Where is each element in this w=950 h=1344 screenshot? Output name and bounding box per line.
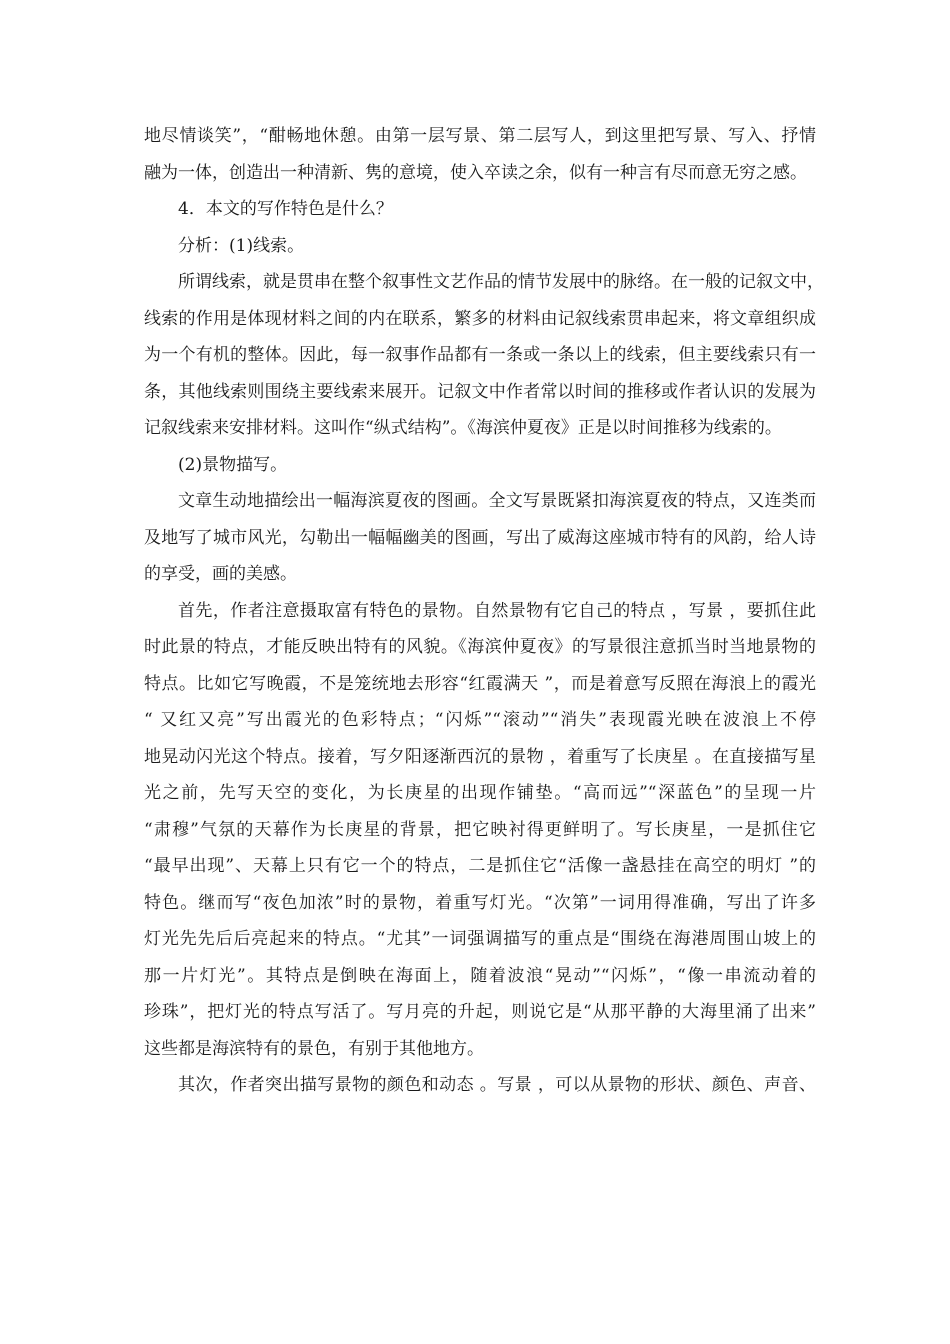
text-line: 记叙线索来安排材料。这叫作“纵式结构”。《海滨仲夏夜》正是以时间推移为线索的。 xyxy=(144,418,782,438)
text-line: 线索的作用是体现材料之间的内在联系，繁多的材料由记叙线索贯串起来，将文章组织成 xyxy=(144,308,816,329)
text-line: “肃穆”气氛的天幕作为长庚星的背景，把它映衬得更鲜明了。写长庚星，一是抓住它 xyxy=(144,819,816,840)
text-line: 时此景的特点，才能反映出特有的风貌。《海滨仲夏夜》的写景很注意抓当时当地景物的 xyxy=(144,637,816,657)
document-body xyxy=(144,118,824,1104)
text-line: 地尽情谈笑”，“酣畅地休憩。由第一层写景、第二层写人，到这里把写景、写入、抒情 xyxy=(144,126,816,146)
text-line: “最早出现”、天幕上只有它一个的特点，二是抓住它“活像一盏悬挂在高空的明灯 ”的 xyxy=(144,856,816,876)
text-line: 珍珠”，把灯光的特点写活了。写月亮的升起，则说它是“从那平静的大海里涌了出来” xyxy=(144,1002,816,1022)
text-line: 特色。继而写“夜色加浓”时的景物，着重写灯光。“次第”一词用得准确，写出了许多 xyxy=(144,892,816,913)
text-line: 其次，作者突出描写景物的颜色和动态 。写景 ，可以从景物的形状、颜色、声音、 xyxy=(178,1075,816,1095)
text-line: 条，其他线索则围绕主要线索来展开。记叙文中作者常以时间的推移或作者认识的发展为 xyxy=(144,381,816,402)
text-line: 灯光先先后后亮起来的特点。“尤其”一词强调描写的重点是“围绕在海港周围山坡上的 xyxy=(144,929,816,949)
text-line: 融为一体，创造出一种清新、隽的意境，使入卒读之余，似有一种言有尽而意无穷之感。 xyxy=(144,162,807,183)
text-line: 特点。比如它写晚霞，不是笼统地去形容“红霞满天 ”，而是着意写反照在海浪上的霞光 xyxy=(144,673,816,694)
text-line: (2)景物描写。 xyxy=(178,454,288,475)
text-line: 地晃动闪光这个特点。接着，写夕阳逐渐西沉的景物 ，着重写了长庚星 。在直接描写星 xyxy=(144,746,816,767)
text-line: 的享受，画的美感。 xyxy=(144,564,297,584)
text-line: 所谓线索，就是贯串在整个叙事性文艺作品的情节发展中的脉络。在一般的记叙文中， xyxy=(178,272,824,292)
text-line: 光之前，先写天空的变化，为长庚星的出现作铺垫。“高而远”“深蓝色”的呈现一片 xyxy=(144,783,816,803)
text-line: 那一片灯光”。其特点是倒映在海面上，随着波浪“晃动”“闪烁”，“像一串流动着的 xyxy=(144,965,816,986)
text-line: 这些都是海滨特有的景色，有别于其他地方。 xyxy=(144,1038,484,1059)
text-line: 分析：(1)线索。 xyxy=(178,235,305,256)
text-line: 及地写了城市风光，勾勒出一幅幅幽美的图画，写出了威海这座城市特有的风韵，给人诗 xyxy=(144,527,816,548)
text-line: 文章生动地描绘出一幅海滨夏夜的图画。全文写景既紧扣海滨夏夜的特点，又连类而 xyxy=(178,491,816,511)
text-line: 为一个有机的整体。因此，每一叙事作品都有一条或一条以上的线索，但主要线索只有一 xyxy=(144,345,816,365)
text-line: “ 又红又亮”写出霞光的色彩特点；“闪烁”“滚动”“消失”表现霞光映在波浪上不停 xyxy=(144,710,816,730)
text-line: 4．本文的写作特色是什么？ xyxy=(178,199,393,219)
text-line: 首先，作者注意摄取富有特色的景物。自然景物有它自己的特点 ，写景 ，要抓住此 xyxy=(178,600,816,621)
